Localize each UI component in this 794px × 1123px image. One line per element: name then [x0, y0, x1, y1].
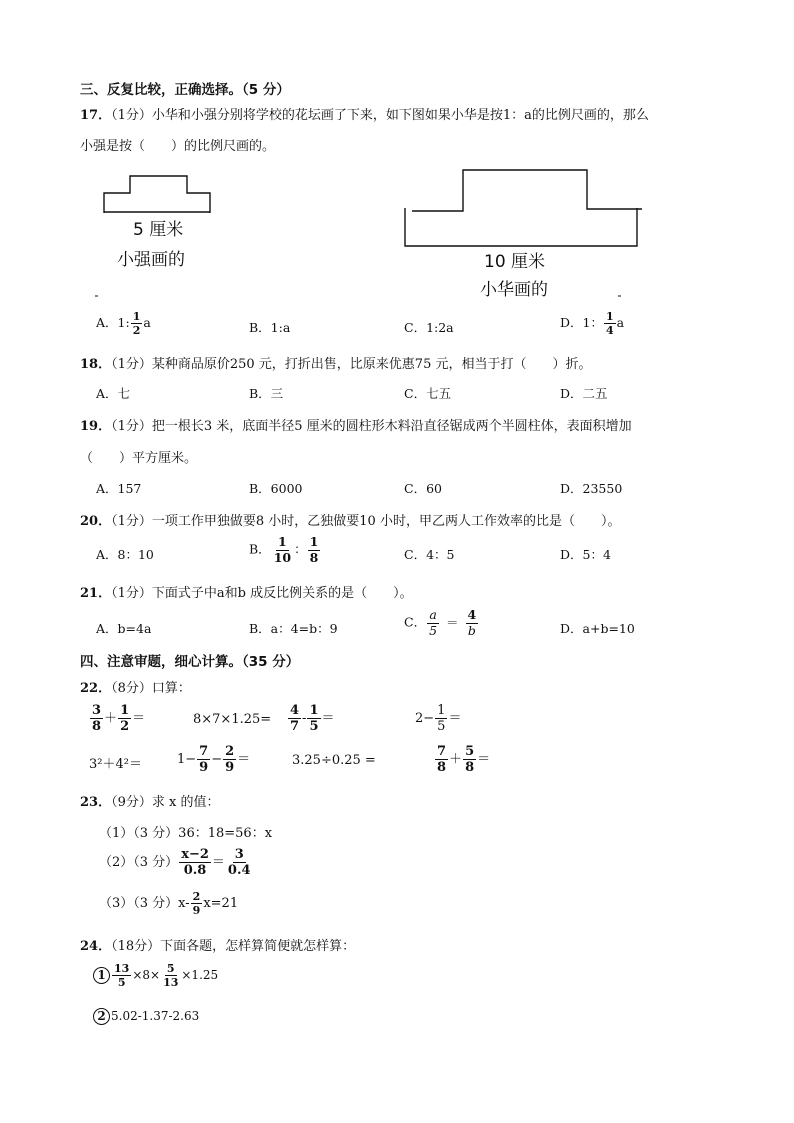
option-20-c[interactable]: C．4：5 [404, 547, 455, 562]
fraction [118, 704, 131, 733]
option-17-d-suffix: a [616, 315, 625, 330]
question-21-number: 21． [80, 586, 112, 601]
question-22-text: （8分）口算： [111, 681, 191, 696]
ratio-colon: ： [294, 541, 307, 557]
option-19-c[interactable]: C．60 [404, 481, 442, 496]
question-22-number: 22． [80, 681, 112, 696]
option-19-a[interactable]: A．157 [96, 481, 142, 496]
option-19-b[interactable]: B．6000 [249, 481, 303, 496]
expression-suffix: ×1.25 [181, 968, 219, 982]
question-23-part-2 [99, 848, 254, 877]
option-17-a-prefix: A．1: [96, 315, 130, 330]
fraction-denominator: 5 [437, 719, 446, 734]
operator: − [211, 752, 223, 767]
mental-calc-8 [434, 745, 490, 774]
fraction-denominator: 13 [163, 976, 179, 989]
circled-number-1: 1 [93, 967, 110, 984]
question-24-part-2 [93, 1008, 199, 1025]
fraction-denominator: 8 [92, 719, 102, 734]
fraction-denominator: 0.8 [183, 863, 207, 878]
option-20-b[interactable] [249, 536, 321, 564]
mental-calc-1 [89, 704, 145, 733]
expression-prefix: 2− [415, 711, 435, 726]
mental-calc-4 [415, 704, 461, 733]
fraction-denominator: 10 [273, 549, 292, 565]
equals-sign: ＝ [132, 711, 146, 726]
expression-prefix: 1− [177, 752, 197, 767]
equals-sign: ＝ [448, 711, 462, 726]
option-17-c[interactable]: C．1:2a [404, 320, 454, 335]
operator: ＋ [449, 752, 463, 767]
option-18-a[interactable]: A．七 [96, 386, 131, 401]
option-21-c[interactable] [404, 609, 479, 637]
fraction-denominator: 8 [465, 760, 475, 775]
question-19-line2: （ ）平方厘米。 [80, 451, 198, 466]
fraction [223, 745, 236, 774]
option-17-a-fraction [131, 311, 143, 336]
option-18-c[interactable]: C．七五 [404, 386, 452, 401]
fraction-denominator: 5 [117, 976, 126, 989]
option-20-b-prefix: B． [249, 541, 271, 557]
fraction-denominator: 2 [132, 324, 141, 337]
fraction-denominator: 7 [290, 719, 300, 734]
fraction-numerator: 1 [132, 310, 141, 323]
fraction-numerator: 7 [199, 744, 209, 759]
option-18-b[interactable]: B．三 [249, 386, 284, 401]
question-20 [80, 510, 620, 529]
fraction-numerator: a [429, 607, 437, 622]
fraction-denominator: 8 [437, 760, 447, 775]
fraction-denominator: 8 [309, 549, 319, 565]
operator: ＋ [104, 711, 118, 726]
fraction-denominator: 9 [225, 760, 235, 775]
fraction-numerator: 3 [92, 703, 102, 718]
fraction-denominator: 2 [120, 719, 130, 734]
part-prefix: （3）（3 分）x- [99, 896, 190, 911]
option-21-c-prefix: C． [404, 614, 427, 630]
small-bed-outline [104, 176, 210, 213]
question-21-text: （1分）下面式子中a和b 成反比例关系的是（ ）。 [111, 586, 413, 601]
question-24-number: 24． [80, 939, 112, 954]
question-17-number: 17． [80, 108, 112, 123]
option-20-d[interactable]: D．5：4 [560, 547, 611, 562]
fraction-denominator: 9 [192, 904, 201, 917]
option-17-d-prefix: D．1： [560, 315, 603, 330]
question-23-part-1: （1）（3 分）36：18=56：x [99, 826, 273, 841]
fraction-numerator: 2 [225, 744, 235, 759]
equals-sign: ＝ [321, 711, 335, 726]
fraction [197, 745, 210, 774]
fraction-denominator: 9 [199, 760, 209, 775]
section3-title: 三、反复比较，正确选择。（5 分） [80, 82, 290, 98]
fraction-numerator: 7 [437, 744, 447, 759]
question-23-text: （9分）求 x 的值： [111, 795, 220, 810]
question-17-text-1: （1分）小华和小强分别将学校的花坛画了下来，如下图如果小华是按1：a的比例尺画的，那么 [111, 108, 649, 123]
fraction [179, 848, 211, 877]
fraction-denominator: b [467, 622, 476, 638]
part-suffix: x=21 [203, 896, 239, 911]
fraction-denominator: 4 [605, 324, 614, 337]
fraction-denominator: 5 [429, 622, 438, 638]
option-17-a-suffix: a [143, 315, 151, 330]
question-19-number: 19． [80, 419, 112, 434]
equals-sign: ＝ [237, 752, 251, 767]
small-bed-dimension: 5 厘米 [133, 220, 184, 240]
option-21-a[interactable]: A．b=4a [96, 621, 152, 636]
option-17-d[interactable] [560, 311, 624, 336]
mental-calc-3 [287, 704, 335, 733]
fraction-numerator: 2 [192, 890, 201, 903]
fraction-numerator: 5 [166, 962, 175, 975]
mental-calc-5: 3²＋4²＝ [89, 757, 142, 772]
fraction-numerator: 4 [467, 607, 477, 622]
fraction-numerator: 4 [290, 703, 300, 718]
fraction [307, 704, 320, 733]
fraction-numerator: 1 [120, 703, 130, 718]
mental-calc-2: 8×7×1.25= [193, 712, 272, 727]
question-18-text: （1分）某种商品原价250 元，打折出售，比原来优惠75 元，相当于打（ ）折。 [111, 357, 592, 372]
question-20-text: （1分）一项工作甲独做要8 小时，乙独做要10 小时，甲乙两人工作效率的比是（ ）。 [111, 514, 621, 529]
fraction [463, 745, 476, 774]
question-20-number: 20． [80, 514, 112, 529]
section4-title: 四、注意审题，细心计算。（35 分） [80, 654, 300, 670]
question-22 [80, 677, 191, 696]
part-prefix: （2）（3 分） [99, 855, 179, 870]
question-19-line1 [80, 415, 632, 434]
fraction-numerator: 1 [309, 534, 319, 549]
small-bed-caption: 小强画的 [117, 250, 185, 270]
fraction-numerator: 1 [278, 534, 287, 549]
question-24 [80, 935, 355, 954]
question-18-number: 18． [80, 357, 112, 372]
fraction-numerator: 1 [437, 703, 446, 718]
option-17-b[interactable]: B．1:a [249, 320, 291, 335]
expression-middle: ×8× [132, 968, 161, 982]
question-24-part-1 [93, 963, 218, 988]
expression: 5.02-1.37-2.63 [111, 1009, 200, 1023]
fraction-numerator: 1 [605, 310, 614, 323]
fraction [288, 704, 301, 733]
large-bed-top [412, 170, 642, 211]
fraction [226, 848, 253, 877]
fraction-numerator: 5 [465, 744, 475, 759]
option-20-a[interactable]: A．8：10 [96, 547, 154, 562]
fraction [161, 963, 180, 988]
equals-sign: ＝ [477, 752, 491, 767]
large-bed-caption: 小华画的 [480, 280, 548, 300]
question-24-text: （18分）下面各题，怎样算简便就怎样算： [111, 939, 356, 954]
option-20-b-fraction-1 [272, 536, 293, 564]
fraction-denominator: 5 [309, 719, 319, 734]
question-23-part-3 [99, 891, 238, 916]
circled-number-2: 2 [93, 1008, 110, 1025]
equals-sign: ＝ [446, 614, 459, 630]
option-21-c-fraction-2 [466, 609, 479, 637]
option-19-d[interactable]: D．23550 [560, 481, 623, 496]
fraction [435, 745, 448, 774]
option-20-b-fraction-2 [308, 536, 321, 564]
fraction-denominator: 0.4 [227, 863, 251, 878]
option-21-c-fraction-1 [427, 609, 439, 637]
question-19-text-1: （1分）把一根长3 米，底面半径5 厘米的圆柱形木料沿直径锯成两个半圆柱体，表面积增加 [111, 419, 632, 434]
large-bed-outline [405, 208, 637, 246]
question-18 [80, 353, 592, 372]
fraction-numerator: 1 [309, 703, 319, 718]
option-21-b[interactable]: B．a：4=b：9 [249, 621, 338, 636]
large-bed-dimension: 10 厘米 [484, 252, 546, 272]
question-23-number: 23． [80, 795, 112, 810]
fraction [90, 704, 103, 733]
option-18-d[interactable]: D．二五 [560, 386, 608, 401]
fraction-numerator: 13 [114, 962, 130, 975]
question-17-line2: 小强是按（ ）的比例尺画的。 [80, 139, 276, 154]
fraction-numerator: x−2 [181, 847, 209, 862]
option-17-a[interactable] [96, 311, 151, 336]
fraction [191, 891, 203, 916]
mental-calc-7: 3.25÷0.25 = [292, 753, 376, 768]
operator: - [302, 711, 307, 726]
option-21-d[interactable]: D．a+b=10 [560, 621, 635, 636]
mental-calc-6 [177, 745, 250, 774]
fraction [435, 704, 447, 733]
question-23 [80, 791, 219, 810]
fraction [112, 963, 131, 988]
option-17-d-fraction [604, 311, 616, 336]
equals-sign: ＝ [211, 855, 225, 870]
question-21 [80, 582, 413, 601]
fraction-numerator: 3 [234, 847, 244, 862]
